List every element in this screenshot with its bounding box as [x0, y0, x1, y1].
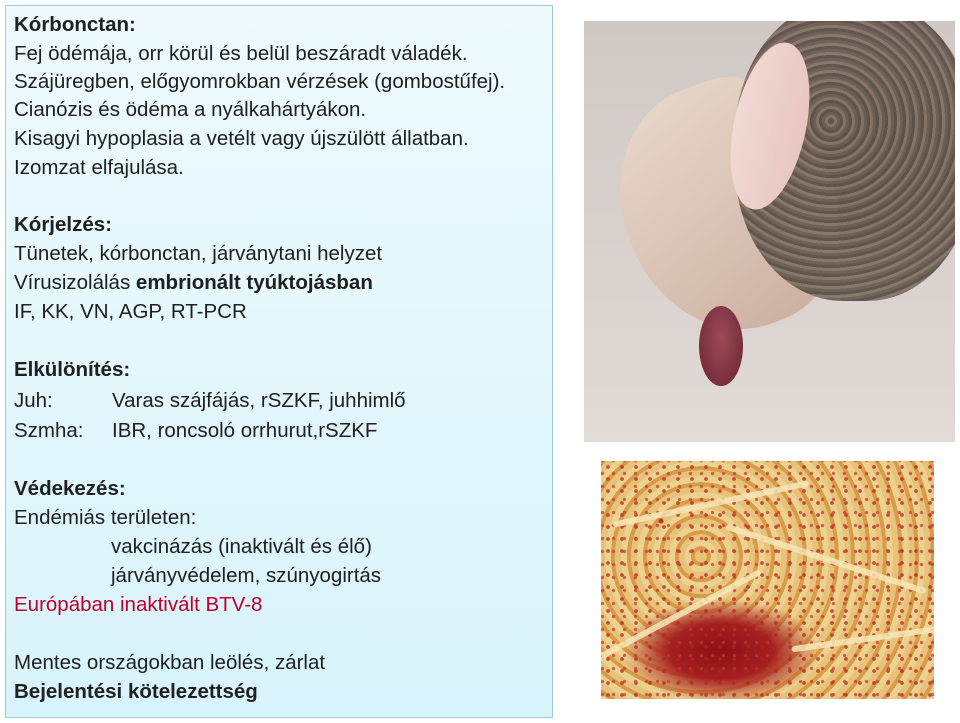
- differential-row-cattle: [14, 418, 377, 444]
- diagnosis-line-1: Tünetek, kórbonctan, járványtani helyzet: [14, 242, 383, 265]
- differential-label: Juh:: [14, 389, 53, 412]
- sheep-head-photo: [584, 21, 955, 442]
- differential-value: IBR, roncsoló orrhurut,rSZKF: [112, 419, 378, 442]
- prevention-line-1: Endémiás területen:: [14, 506, 197, 529]
- pathology-line-3: Cianózis és ödéma a nyálkahártyákon.: [14, 98, 367, 121]
- differential-label: Szmha:: [14, 419, 84, 442]
- pathology-line-2: Szájüregben, előgyomrokban vérzések (gombostűfej).: [14, 70, 506, 93]
- section-title-prevention: Védekezés:: [14, 477, 126, 500]
- diagnosis-line-2-bold: embrionált tyúktojásban: [135, 271, 373, 294]
- prevention-red-line: Európában inaktivált BTV-8: [14, 593, 263, 616]
- sheep-tongue-shape: [699, 306, 743, 386]
- prevention-line-3: járványvédelem, szúnyogirtás: [111, 564, 382, 587]
- mucosa-hemorrhage-photo: [601, 461, 934, 699]
- pathology-line-5: Izomzat elfajulása.: [14, 156, 184, 179]
- pathology-line-4: Kisagyi hypoplasia a vetélt vagy újszülött állatban.: [14, 127, 469, 150]
- diagnosis-line-2: [14, 270, 373, 296]
- differential-value: Varas szájfájás, rSZKF, juhhimlő: [112, 389, 406, 412]
- section-title-diagnosis: Kórjelzés:: [14, 213, 112, 236]
- prevention-line-2: vakcinázás (inaktivált és élő): [111, 535, 372, 558]
- diagnosis-line-3: IF, KK, VN, AGP, RT-PCR: [14, 300, 247, 323]
- final-line: Mentes országokban leölés, zárlat: [14, 651, 326, 674]
- section-title-pathology: Kórbonctan:: [14, 13, 136, 36]
- differential-row-sheep: [14, 388, 406, 414]
- pathology-line-1: Fej ödémája, orr körül és belül beszáradt váladék.: [14, 42, 468, 65]
- final-bold-line: Bejelentési kötelezettség: [14, 680, 258, 703]
- diagnosis-line-2-prefix: Vírusizolálás: [14, 271, 136, 294]
- section-title-differential: Elkülönítés:: [14, 358, 131, 381]
